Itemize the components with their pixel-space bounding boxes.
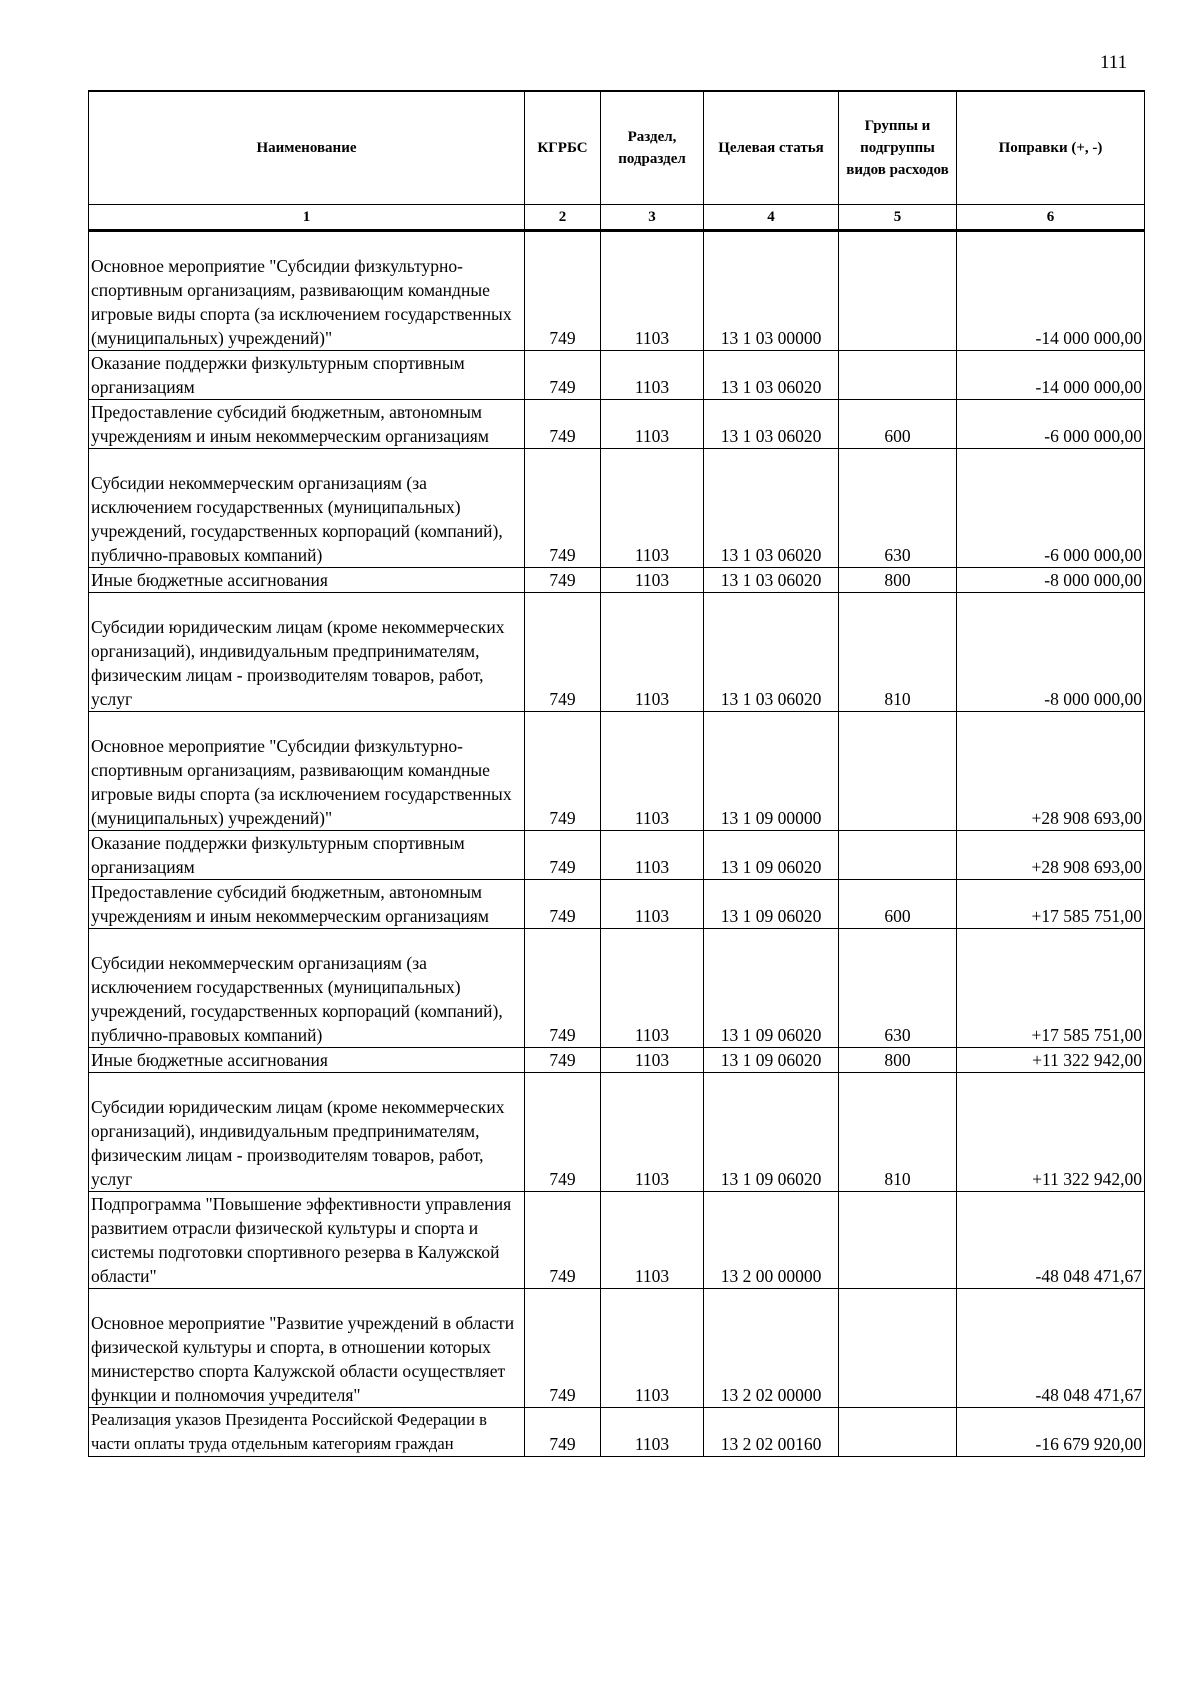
row-section: 1103 — [601, 231, 704, 351]
row-name: Субсидии некоммерческим организациям (за исключением государственных (муниципальных) учреждений, государственных корпораций (компаний), публично-правовых компаний) — [89, 929, 525, 1048]
row-name: Подпрограмма "Повышение эффективности управления развитием отрасли физической культуры и спорта и системы подготовки спортивного резерва в Калужской области" — [89, 1192, 525, 1289]
row-article: 13 1 03 06020 — [704, 449, 839, 568]
row-amount: +11 322 942,00 — [957, 1073, 1145, 1192]
row-section: 1103 — [601, 351, 704, 400]
budget-table — [88, 90, 1145, 1457]
row-kgrbs: 749 — [525, 1289, 601, 1408]
row-kgrbs: 749 — [525, 593, 601, 712]
row-amount: +17 585 751,00 — [957, 880, 1145, 929]
row-kgrbs: 749 — [525, 929, 601, 1048]
row-kgrbs: 749 — [525, 1408, 601, 1457]
row-group: 810 — [839, 593, 957, 712]
row-section: 1103 — [601, 568, 704, 593]
row-section: 1103 — [601, 1073, 704, 1192]
row-section: 1103 — [601, 1408, 704, 1457]
row-group — [839, 831, 957, 880]
row-group — [839, 1192, 957, 1289]
row-group — [839, 712, 957, 831]
row-section: 1103 — [601, 400, 704, 449]
row-section: 1103 — [601, 929, 704, 1048]
column-number: 5 — [839, 205, 957, 231]
table-row — [89, 351, 1145, 400]
table-row — [89, 449, 1145, 568]
row-amount: -8 000 000,00 — [957, 593, 1145, 712]
row-section: 1103 — [601, 449, 704, 568]
row-kgrbs: 749 — [525, 231, 601, 351]
row-group: 800 — [839, 568, 957, 593]
table-row — [89, 593, 1145, 712]
row-group: 630 — [839, 929, 957, 1048]
row-article: 13 1 09 06020 — [704, 831, 839, 880]
row-article: 13 2 02 00000 — [704, 1289, 839, 1408]
header-kgrbs: КГРБС — [525, 91, 601, 205]
row-kgrbs: 749 — [525, 712, 601, 831]
row-name: Основное мероприятие "Субсидии физкультурно-спортивным организациям, развивающим командные игровые виды спорта (за исключением государственных (муниципальных) учреждений)" — [89, 231, 525, 351]
row-amount: +11 322 942,00 — [957, 1048, 1145, 1073]
row-article: 13 1 09 00000 — [704, 712, 839, 831]
row-name: Субсидии юридическим лицам (кроме некоммерческих организаций), индивидуальным предпринимателям, физическим лицам - производителям товаров, работ, услуг — [89, 593, 525, 712]
table-row — [89, 231, 1145, 351]
row-amount: +28 908 693,00 — [957, 712, 1145, 831]
row-amount: -14 000 000,00 — [957, 231, 1145, 351]
table-row — [89, 1192, 1145, 1289]
row-article: 13 2 02 00160 — [704, 1408, 839, 1457]
row-amount: -48 048 471,67 — [957, 1192, 1145, 1289]
row-amount: -6 000 000,00 — [957, 400, 1145, 449]
row-name: Основное мероприятие "Развитие учреждений в области физической культуры и спорта, в отношении которых министерство спорта Калужской области осуществляет функции и полномочия учредителя" — [89, 1289, 525, 1408]
row-kgrbs: 749 — [525, 880, 601, 929]
row-section: 1103 — [601, 880, 704, 929]
row-article: 13 1 09 06020 — [704, 880, 839, 929]
row-section: 1103 — [601, 1048, 704, 1073]
table-row — [89, 929, 1145, 1048]
row-name: Иные бюджетные ассигнования — [89, 568, 525, 593]
row-amount: -48 048 471,67 — [957, 1289, 1145, 1408]
row-kgrbs: 749 — [525, 400, 601, 449]
page-number: 111 — [1100, 52, 1128, 73]
row-amount: -8 000 000,00 — [957, 568, 1145, 593]
row-group: 600 — [839, 880, 957, 929]
row-kgrbs: 749 — [525, 1073, 601, 1192]
header-article: Целевая статья — [704, 91, 839, 205]
table-row — [89, 712, 1145, 831]
row-kgrbs: 749 — [525, 449, 601, 568]
row-article: 13 1 09 06020 — [704, 929, 839, 1048]
row-kgrbs: 749 — [525, 568, 601, 593]
row-name: Предоставление субсидий бюджетным, автономным учреждениям и иным некоммерческим организациям — [89, 880, 525, 929]
header-row — [89, 91, 1145, 205]
row-name: Субсидии юридическим лицам (кроме некоммерческих организаций), индивидуальным предпринимателям, физическим лицам - производителям товаров, работ, услуг — [89, 1073, 525, 1192]
column-number: 2 — [525, 205, 601, 231]
row-article: 13 1 03 06020 — [704, 593, 839, 712]
row-article: 13 2 00 00000 — [704, 1192, 839, 1289]
header-section: Раздел, подраздел — [601, 91, 704, 205]
row-amount: -6 000 000,00 — [957, 449, 1145, 568]
column-number: 3 — [601, 205, 704, 231]
column-number-row — [89, 205, 1145, 231]
row-kgrbs: 749 — [525, 1192, 601, 1289]
row-section: 1103 — [601, 712, 704, 831]
row-article: 13 1 03 06020 — [704, 400, 839, 449]
row-group: 800 — [839, 1048, 957, 1073]
table-row — [89, 1408, 1145, 1457]
row-kgrbs: 749 — [525, 1048, 601, 1073]
table-row — [89, 1289, 1145, 1408]
table-row — [89, 880, 1145, 929]
row-group: 810 — [839, 1073, 957, 1192]
column-number: 1 — [89, 205, 525, 231]
row-amount: +17 585 751,00 — [957, 929, 1145, 1048]
row-group: 630 — [839, 449, 957, 568]
table-row — [89, 400, 1145, 449]
row-article: 13 1 09 06020 — [704, 1048, 839, 1073]
table-row — [89, 1048, 1145, 1073]
row-group — [839, 1289, 957, 1408]
row-kgrbs: 749 — [525, 351, 601, 400]
row-group — [839, 231, 957, 351]
row-amount: -16 679 920,00 — [957, 1408, 1145, 1457]
row-kgrbs: 749 — [525, 831, 601, 880]
column-number: 6 — [957, 205, 1145, 231]
row-article: 13 1 09 06020 — [704, 1073, 839, 1192]
header-name: Наименование — [89, 91, 525, 205]
header-amount: Поправки (+, -) — [957, 91, 1145, 205]
row-group — [839, 1408, 957, 1457]
row-section: 1103 — [601, 831, 704, 880]
row-name: Основное мероприятие "Субсидии физкультурно-спортивным организациям, развивающим командные игровые виды спорта (за исключением государственных (муниципальных) учреждений)" — [89, 712, 525, 831]
row-amount: +28 908 693,00 — [957, 831, 1145, 880]
row-section: 1103 — [601, 593, 704, 712]
row-amount: -14 000 000,00 — [957, 351, 1145, 400]
row-article: 13 1 03 06020 — [704, 568, 839, 593]
row-group: 600 — [839, 400, 957, 449]
row-name: Предоставление субсидий бюджетным, автономным учреждениям и иным некоммерческим организациям — [89, 400, 525, 449]
row-article: 13 1 03 00000 — [704, 231, 839, 351]
row-name: Оказание поддержки физкультурным спортивным организациям — [89, 351, 525, 400]
table-row — [89, 831, 1145, 880]
row-article: 13 1 03 06020 — [704, 351, 839, 400]
row-name: Оказание поддержки физкультурным спортивным организациям — [89, 831, 525, 880]
table-row — [89, 568, 1145, 593]
row-name: Реализация указов Президента Российской Федерации в части оплаты труда отдельным категориям граждан — [89, 1408, 525, 1457]
row-group — [839, 351, 957, 400]
row-section: 1103 — [601, 1289, 704, 1408]
column-number: 4 — [704, 205, 839, 231]
row-section: 1103 — [601, 1192, 704, 1289]
header-group: Группы и подгруппы видов расходов — [839, 91, 957, 205]
row-name: Субсидии некоммерческим организациям (за исключением государственных (муниципальных) учреждений, государственных корпораций (компаний), публично-правовых компаний) — [89, 449, 525, 568]
row-name: Иные бюджетные ассигнования — [89, 1048, 525, 1073]
table-row — [89, 1073, 1145, 1192]
